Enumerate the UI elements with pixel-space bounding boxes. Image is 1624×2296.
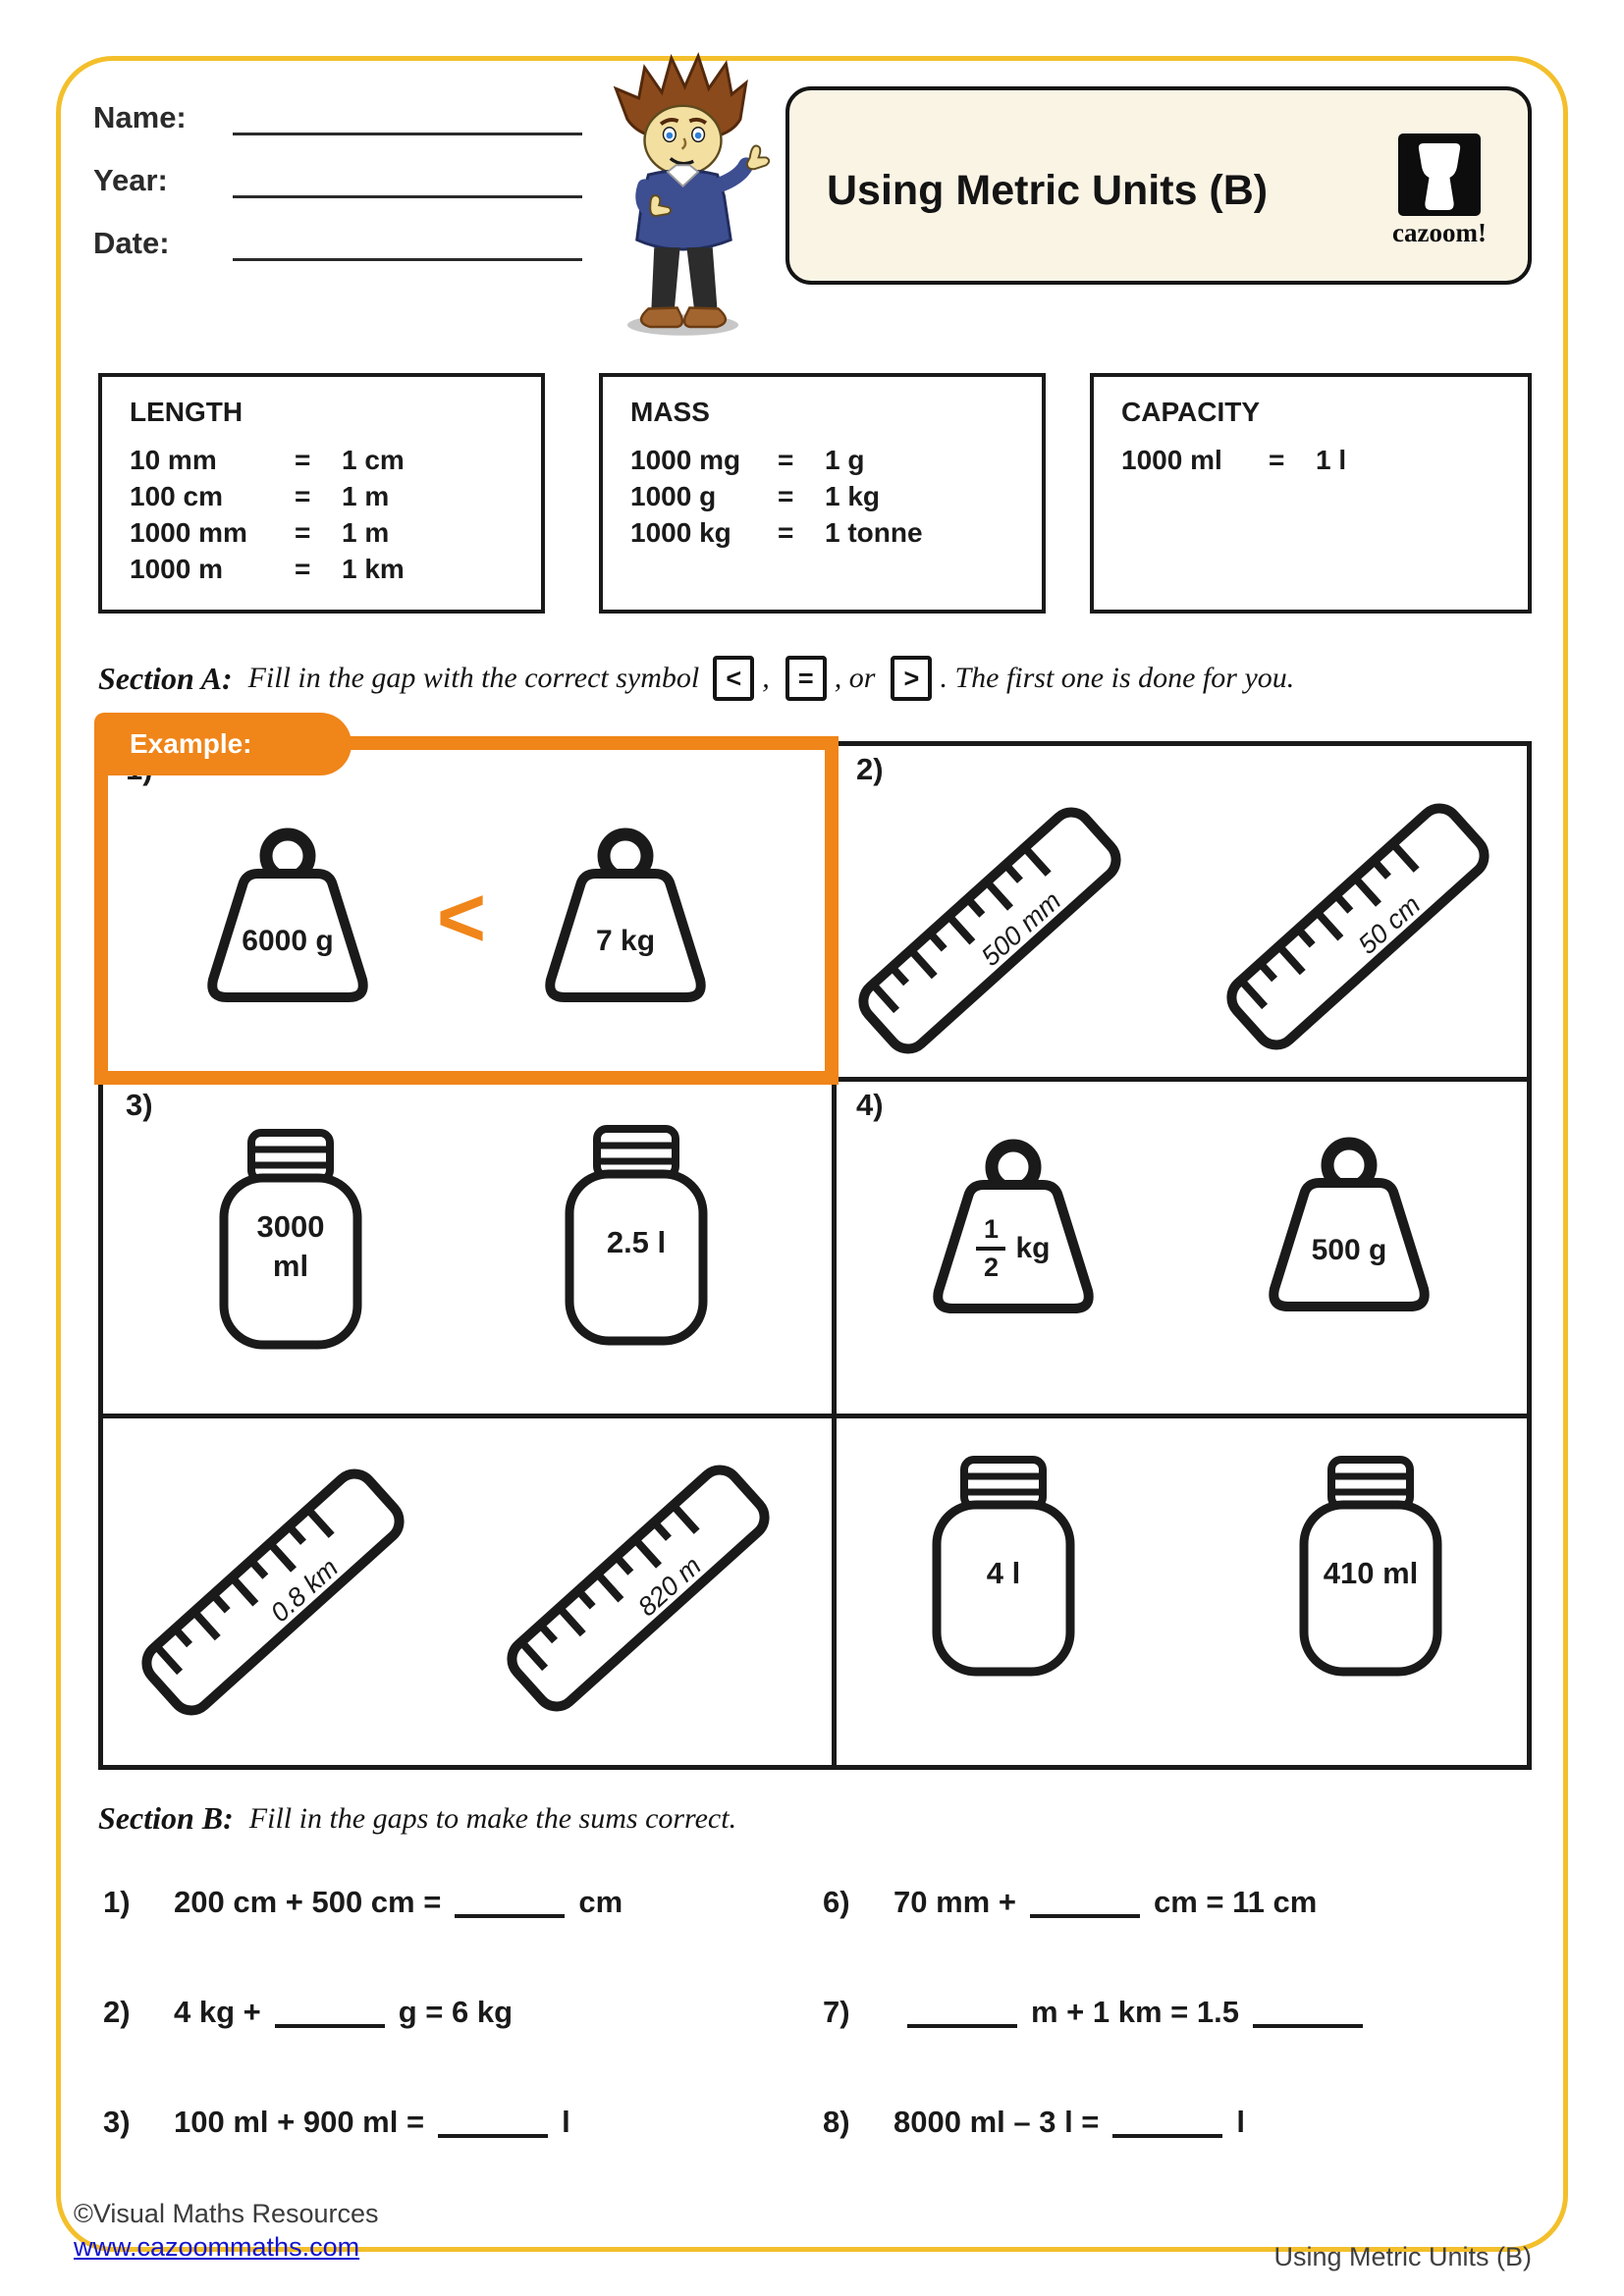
answer-blank (455, 1889, 565, 1918)
answer-blank (907, 1999, 1017, 2028)
grid-horizontal-divider-2 (103, 1414, 1527, 1418)
jar-value: 2.5 l (606, 1225, 667, 1259)
sum-problem-6: 6) 70 mm + cm = 11 cm (823, 1885, 1318, 1919)
cazoom-logo-text: cazoom! (1392, 218, 1487, 247)
problem-4-number: 4) (856, 1088, 884, 1122)
mass-row: 1000 kg = 1 tonne (630, 517, 923, 548)
section-a-instruction-pre: Fill in the gap with the correct symbol (247, 662, 700, 694)
section-a-label: Section A: (98, 660, 233, 696)
sum-problem-2: 2) 4 kg + g = 6 kg (103, 1995, 514, 2029)
capacity-row: 1000 ml = 1 l (1121, 445, 1347, 475)
length-row: 100 cm = 1 m (130, 481, 390, 511)
weight-value: 7 kg (595, 925, 656, 957)
jar-value: 3000 ml (256, 1209, 325, 1283)
jar-figure-4l (915, 1448, 1092, 1683)
length-reference-box (98, 373, 545, 614)
name-line (233, 100, 582, 135)
name-field (93, 100, 582, 135)
section-b-label: Section B: (98, 1800, 234, 1836)
worksheet-title: Using Metric Units (B) (827, 167, 1269, 214)
fraction-unit: kg (1015, 1232, 1051, 1264)
problem-3-number: 3) (126, 1088, 153, 1122)
example-tab-label: Example: (130, 728, 252, 759)
year-label: Year: (93, 163, 168, 197)
answer-blank (1030, 1889, 1140, 1918)
capacity-title: CAPACITY (1121, 397, 1261, 427)
sum-problem-3: 3) 100 ml + 900 ml = l (103, 2105, 570, 2139)
sum-problem-7: 7) m + 1 km = 1.5 (823, 1993, 1377, 2030)
answer-blank (1112, 2109, 1222, 2138)
example-tab (94, 713, 352, 775)
problem-2-number: 2) (856, 752, 884, 786)
mass-row: 1000 mg = 1 g (630, 445, 865, 475)
fraction: $\frac{1}{2}$ (976, 1216, 1005, 1281)
sum-problem-8: 8) 8000 ml – 3 l = l (823, 2105, 1246, 2139)
djembe-drum-icon (1398, 133, 1481, 216)
section-a-heading: Section A: Fill in the gap with the correct symbol < , = , or > . The first one is done for you. (98, 656, 1294, 701)
answer-blank (438, 2109, 548, 2138)
jar-value: 4 l (986, 1556, 1021, 1590)
mass-reference-box (599, 373, 1046, 614)
ruler-value: 500 mm (975, 885, 1067, 972)
cartoon-boy-illustration (587, 49, 779, 339)
equals-symbol-box: = (785, 656, 827, 701)
weight-figure-500g (1241, 1132, 1457, 1328)
copyright-text: ©Visual Maths Resources (74, 2199, 379, 2228)
cazoommaths-link[interactable]: www.cazoommaths.com (74, 2232, 360, 2262)
greater-than-symbol-box: > (891, 656, 932, 701)
ruler-value: 0.8 km (264, 1552, 345, 1629)
mass-title: MASS (630, 397, 710, 427)
ruler-value: 50 cm (1352, 889, 1427, 960)
length-row: 1000 mm = 1 m (130, 517, 390, 548)
weight-value: 500 g (1311, 1234, 1387, 1266)
sum-problem-1: 1) 200 cm + 500 cm = cm (103, 1885, 623, 1919)
weight-figure-half-kg (905, 1134, 1121, 1330)
weight-value: 6000 g (242, 925, 334, 957)
date-label: Date: (93, 226, 170, 260)
date-line (233, 226, 582, 261)
title-box (785, 86, 1532, 285)
weight-icon (1241, 1132, 1457, 1328)
date-field (93, 226, 582, 261)
jar-figure-410ml (1282, 1448, 1459, 1683)
answer-blank (1253, 1999, 1363, 2028)
length-row: 10 mm = 1 cm (130, 445, 405, 475)
footer-document-title: Using Metric Units (B) (1273, 2242, 1532, 2271)
name-label: Name: (93, 100, 187, 134)
cazoom-logo (1380, 133, 1498, 248)
section-b-instruction: Fill in the gaps to make the sums correct. (248, 1801, 737, 1835)
cazoom-logo-mark (1398, 133, 1481, 216)
section-b-heading (98, 1800, 736, 1837)
mass-row: 1000 g = 1 kg (630, 481, 881, 511)
capacity-reference-box (1090, 373, 1532, 614)
fraction-bar (976, 1247, 1005, 1251)
year-field (93, 163, 582, 198)
ruler-value: 820 m (632, 1550, 707, 1623)
answer-blank (275, 1999, 385, 2028)
length-row: 1000 m = 1 km (130, 554, 405, 584)
jar-figure-2.5l (548, 1117, 725, 1353)
length-title: LENGTH (130, 397, 244, 427)
year-line (233, 163, 582, 198)
jar-value: 410 ml (1323, 1556, 1419, 1590)
section-a-instruction-post: . The first one is done for you. (940, 662, 1295, 694)
less-than-symbol-box: < (713, 656, 754, 701)
jar-figure-3000ml (202, 1121, 379, 1357)
weight-value-fraction (905, 1216, 1121, 1281)
example-answer-symbol: < (436, 871, 487, 965)
